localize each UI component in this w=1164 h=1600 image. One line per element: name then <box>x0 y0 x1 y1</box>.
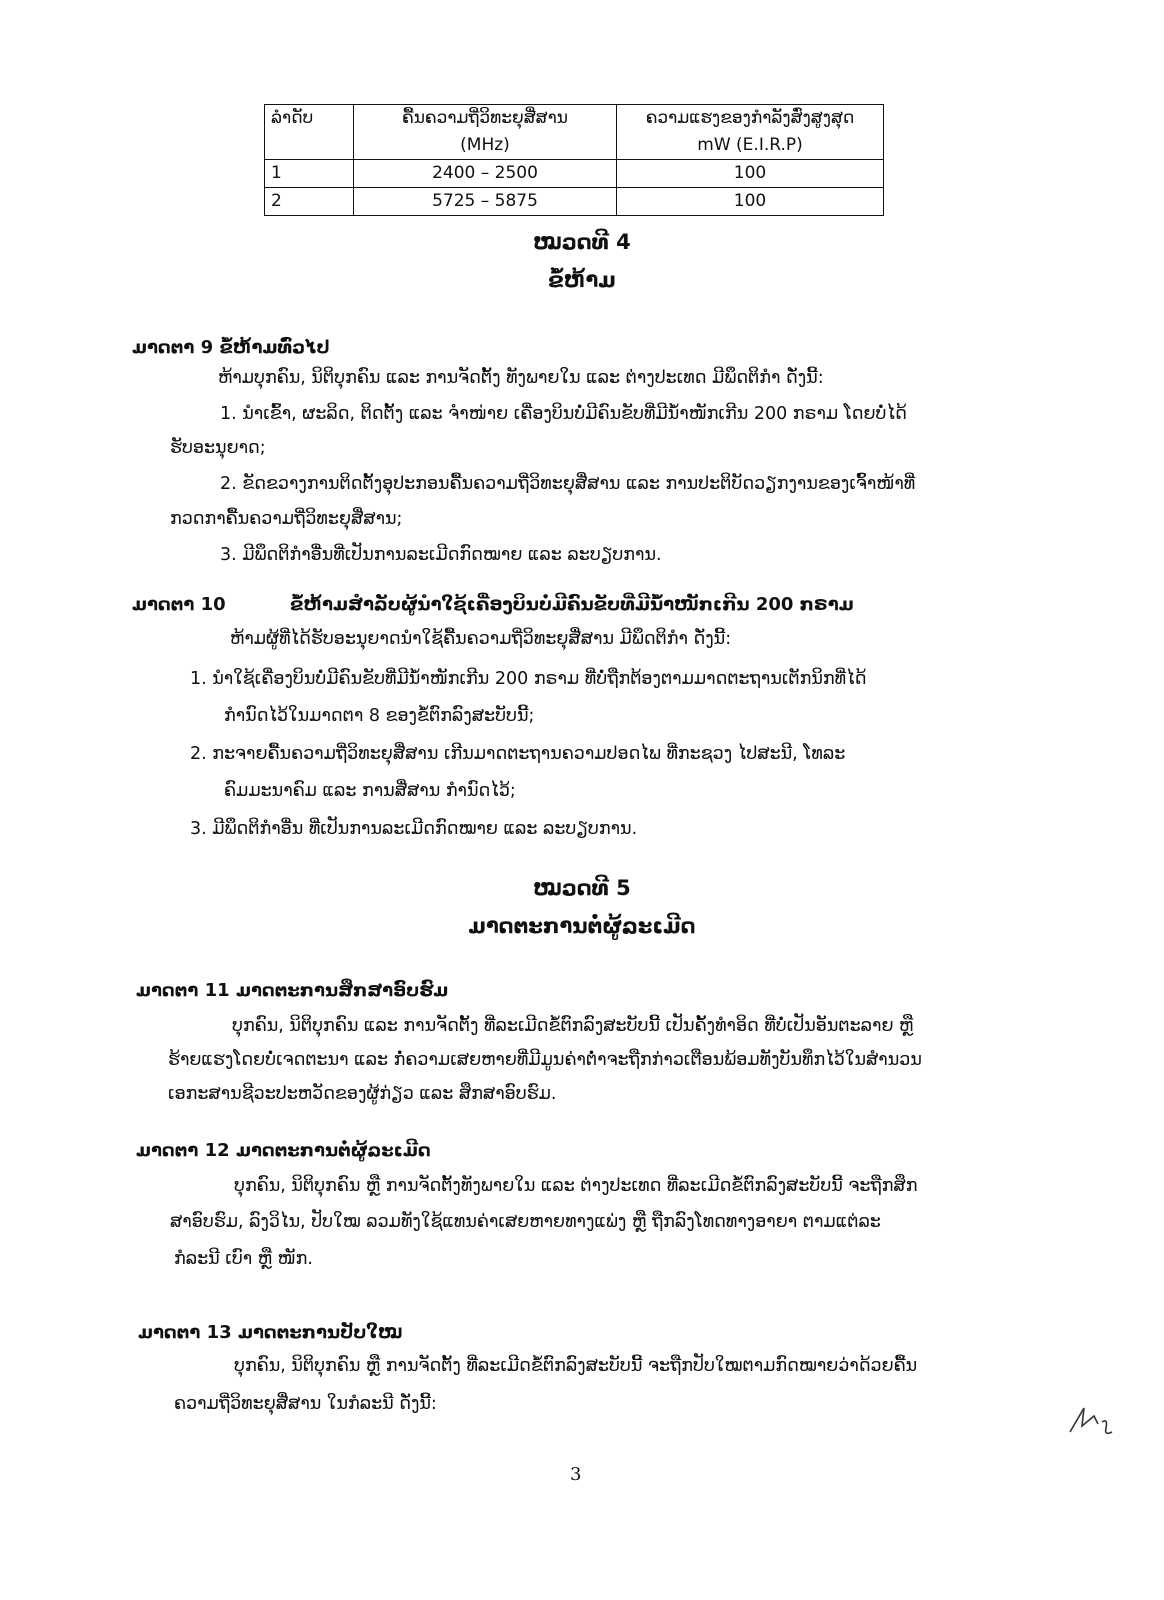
article-12-line: ບຸກຄົນ, ນິຕິບຸກຄົນ ຫຼື ການຈັດຕັ້ງທັງພາຍໃນ ແລະ ຕ່າງປະເທດ ທີ່ລະເມີດຂໍ້ຕົກລົງສະບັບນີ້ ຈະຖືກສຶກ <box>234 1176 918 1196</box>
table-cell: 2400 – 2500 <box>354 160 617 188</box>
article-12-heading: ມາດຕາ 12 ມາດຕະການຕໍ່ຜູ້ລະເມີດ <box>136 1140 431 1161</box>
article-9-heading: ມາດຕາ 9 ຂໍ້ຫ້າມທົ່ວໄປ <box>132 337 330 358</box>
initials-signature <box>1064 1402 1124 1442</box>
article-10-line: 3. ມີພຶດຕິກຳອື່ນ ທີ່ເປັນການລະເມີດກົດໝາຍ ແລະ ລະບຽບການ. <box>190 819 638 839</box>
article-10-line: 1. ນຳໃຊ້ເຄື່ອງບິນບໍ່ມີຄົນຂັບທີ່ມີນ້ຳໜັກເກີນ 200 ກຣາມ ທີ່ບໍ່ຖືກຕ້ອງຕາມມາດຕະຖານເຕັກນິກທີ່ໄດ້ <box>190 669 867 689</box>
article-10-line: 2. ກະຈາຍຄື້ນຄວາມຖີ່ວິທະຍຸສື່ສານ ເກີນມາດຕະຖານຄວາມປອດໄພ ທີ່ກະຊວງ ໄປສະນີ, ໂທລະ <box>190 744 846 764</box>
article-11-heading: ມາດຕາ 11 ມາດຕະການສຶກສາອົບຮົມ <box>136 980 449 1001</box>
table-row <box>265 188 884 216</box>
header-subtext: mW (E.I.R.P) <box>697 135 803 155</box>
article-9-line: ກວດກາຄື້ນຄວາມຖີ່ວິທະຍຸສື່ສານ; <box>170 509 403 529</box>
article-13-line: ບຸກຄົນ, ນິຕິບຸກຄົນ ຫຼື ການຈັດຕັ້ງ ທີ່ລະເມີດຂໍ້ຕົກລົງສະບັບນີ້ ຈະຖືກປັບໃໝຕາມກົດໝາຍວ່າດ້ວຍຄື້ນ <box>234 1356 918 1376</box>
article-10-title: ຂໍ້ຫ້າມສຳລັບຜູ້ນຳໃຊ້ເຄື່ອງບິນບໍ່ມີຄົນຂັບທີ່ມີນ້ຳໜັກເກີນ 200 ກຣາມ <box>290 594 854 615</box>
table-header-cell <box>617 105 884 160</box>
table-cell: 100 <box>617 188 884 216</box>
frequency-table <box>264 104 884 216</box>
table-cell: 5725 – 5875 <box>354 188 617 216</box>
article-9-line: ຫ້າມບຸກຄົນ, ນິຕິບຸກຄົນ ແລະ ການຈັດຕັ້ງ ທັງພາຍໃນ ແລະ ຕ່າງປະເທດ ມີພຶດຕິກຳ ດັ່ງນີ້: <box>218 368 824 388</box>
article-10-line: ຄົມມະນາຄົມ ແລະ ການສື່ສານ ກຳນົດໄວ້; <box>224 781 516 801</box>
table-cell: 1 <box>265 160 354 188</box>
article-9-line: 2. ຂັດຂວາງການຕິດຕັ້ງອຸປະກອນຄື້ນຄວາມຖີ່ວິທະຍຸສື່ສານ ແລະ ການປະຕິບັດວຽກງານຂອງເຈົ້າໜ້າທີ່ <box>220 474 916 494</box>
chapter-5-title: ມາດຕະການຕໍ່ຜູ້ລະເມີດ <box>468 914 696 938</box>
article-11-line: ເອກະສານຊີວະປະຫວັດຂອງຜູ້ກ່ຽວ ແລະ ສຶກສາອົບຮົມ. <box>168 1084 557 1104</box>
chapter-5-number: ໝວດທີ 5 <box>533 876 631 900</box>
table-cell: 2 <box>265 188 354 216</box>
chapter-4-number: ໝວດທີ 4 <box>533 230 631 254</box>
article-10-heading <box>132 594 864 615</box>
table-cell: 100 <box>617 160 884 188</box>
article-10-line: ຫ້າມຜູ້ທີ່ໄດ້ຮັບອະນຸຍາດນຳໃຊ້ຄື້ນຄວາມຖີ່ວິທະຍຸສື່ສານ ມີພຶດຕິກຳ ດັ່ງນີ້: <box>230 629 732 649</box>
header-text: ຄື້ນຄວາມຖີ່ວິທະຍຸສື່ສານ <box>402 108 568 128</box>
article-12-line: ສາອົບຮົມ, ລົງວິໄນ, ປັບໃໝ ລວມທັງໃຊ້ແທນຄ່າເສຍຫາຍທາງແພ່ງ ຫຼື ຖືກລົງໂທດທາງອາຍາ ຕາມແຕ່ລະ <box>170 1212 881 1232</box>
article-13-line: ຄວາມຖີ່ວິທະຍຸສື່ສານ ໃນກໍລະນີ ດັ່ງນີ້: <box>174 1394 437 1414</box>
article-9-line: ຮັບອະນຸຍາດ; <box>170 438 266 458</box>
chapter-4-title: ຂໍ້ຫ້າມ <box>548 268 616 292</box>
table-row <box>265 160 884 188</box>
article-10-line: ກຳນົດໄວ້ໃນມາດຕາ 8 ຂອງຂໍ້ຕົກລົງສະບັບນີ້; <box>224 706 535 726</box>
page-number: 3 <box>570 1464 582 1485</box>
article-12-line: ກໍລະນີ ເບົາ ຫຼື ໜັກ. <box>174 1249 313 1269</box>
article-9-line: 3. ມີພຶດຕິກຳອື່ນທີ່ເປັນການລະເມີດກົດໝາຍ ແລະ ລະບຽບການ. <box>220 545 662 565</box>
table-header-cell <box>354 105 617 160</box>
article-10-label: ມາດຕາ 10 <box>132 594 226 615</box>
article-11-line: ຮ້າຍແຮງໂດຍບໍ່ເຈດຕະນາ ແລະ ກໍ່ຄວາມເສຍຫາຍທີ່ມີມູນຄ່າຕ່ຳຈະຖືກກ່າວເຕືອນພ້ອມທັງບັນທຶກໄວ້ໃນສຳນວນ <box>168 1050 922 1070</box>
header-subtext: (MHz) <box>460 135 510 155</box>
article-9-line: 1. ນຳເຂົ້າ, ຜະລິດ, ຕິດຕັ້ງ ແລະ ຈຳໜ່າຍ ເຄື່ອງບິນບໍ່ມີຄົນຂັບທີ່ມີນ້ຳໜັກເກີນ 200 ກຣາມ ໂດຍບໍ່ໄດ້ <box>220 404 907 424</box>
header-text: ລຳດັບ <box>271 108 314 128</box>
table-header-cell <box>265 105 354 160</box>
article-13-heading: ມາດຕາ 13 ມາດຕະການປັບໃໝ <box>138 1322 403 1343</box>
header-text: ຄວາມແຮງຂອງກຳລັງສົ່ງສູງສຸດ <box>645 108 855 128</box>
table-header-row <box>265 105 884 160</box>
article-11-line: ບຸກຄົນ, ນິຕິບຸກຄົນ ແລະ ການຈັດຕັ້ງ ທີ່ລະເມີດຂໍ້ຕົກລົງສະບັບນີ້ ເປັນຄັ້ງທຳອິດ ທີ່ບໍ່ເປັນອັນຕະລາຍ ຫຼື <box>232 1016 914 1036</box>
